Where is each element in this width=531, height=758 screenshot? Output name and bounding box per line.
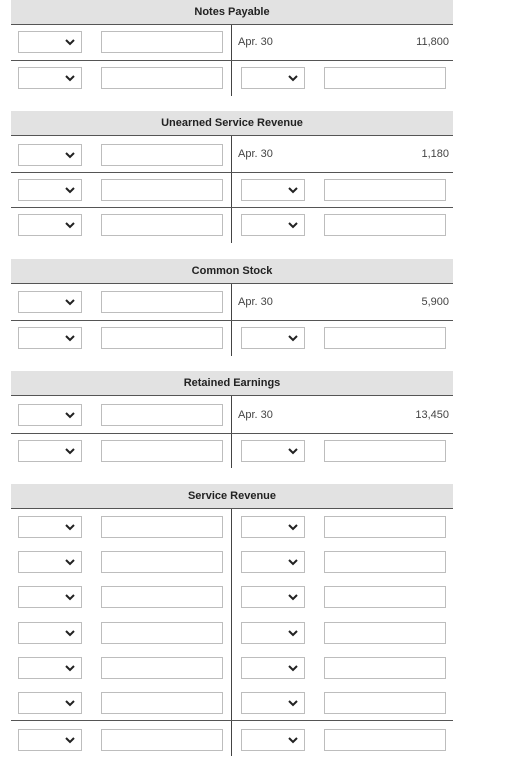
- debit-date-select[interactable]: [18, 327, 82, 349]
- debit-amount-input[interactable]: [101, 440, 223, 462]
- debit-date-select[interactable]: [18, 622, 82, 644]
- debit-date-select[interactable]: [18, 31, 82, 53]
- t-account-rule: [11, 433, 453, 434]
- credit-amount-input[interactable]: [324, 622, 446, 644]
- credit-amount: 5,900: [421, 296, 449, 308]
- debit-amount-input[interactable]: [101, 327, 223, 349]
- t-account-rule: [11, 172, 453, 173]
- account-title: Retained Earnings: [183, 377, 281, 389]
- chevron-down-icon: [288, 520, 298, 534]
- t-account-rule: [11, 720, 453, 721]
- credit-date-select[interactable]: [241, 551, 305, 573]
- debit-amount-input[interactable]: [101, 622, 223, 644]
- chevron-down-icon: [65, 408, 75, 422]
- debit-date-select[interactable]: [18, 67, 82, 89]
- credit-amount: 11,800: [416, 36, 449, 48]
- chevron-down-icon: [288, 71, 298, 85]
- chevron-down-icon: [288, 733, 298, 747]
- debit-amount-input[interactable]: [101, 67, 223, 89]
- debit-amount-input[interactable]: [101, 179, 223, 201]
- t-account-rule: [11, 207, 453, 208]
- debit-amount-input[interactable]: [101, 729, 223, 751]
- t-account-divider: [231, 136, 232, 243]
- credit-amount-input[interactable]: [324, 516, 446, 538]
- chevron-down-icon: [65, 555, 75, 569]
- account-title: Notes Payable: [194, 6, 270, 18]
- account-header-service-revenue: [11, 484, 453, 509]
- credit-amount-input[interactable]: [324, 440, 446, 462]
- debit-amount-input[interactable]: [101, 586, 223, 608]
- debit-date-select[interactable]: [18, 692, 82, 714]
- credit-amount-input[interactable]: [324, 692, 446, 714]
- debit-amount-input[interactable]: [101, 692, 223, 714]
- chevron-down-icon: [65, 733, 75, 747]
- t-account-divider: [231, 396, 232, 468]
- chevron-down-icon: [65, 148, 75, 162]
- debit-date-select[interactable]: [18, 729, 82, 751]
- chevron-down-icon: [65, 626, 75, 640]
- credit-amount: 1,180: [421, 148, 449, 160]
- credit-date-select[interactable]: [241, 179, 305, 201]
- credit-date-select[interactable]: [241, 214, 305, 236]
- debit-date-select[interactable]: [18, 404, 82, 426]
- credit-date: Apr. 30: [238, 36, 273, 48]
- debit-date-select[interactable]: [18, 586, 82, 608]
- credit-date-select[interactable]: [241, 657, 305, 679]
- debit-date-select[interactable]: [18, 551, 82, 573]
- credit-date: Apr. 30: [238, 409, 273, 421]
- chevron-down-icon: [288, 555, 298, 569]
- debit-amount-input[interactable]: [101, 551, 223, 573]
- credit-date-select[interactable]: [241, 327, 305, 349]
- credit-date-select[interactable]: [241, 622, 305, 644]
- credit-amount-input[interactable]: [324, 657, 446, 679]
- chevron-down-icon: [288, 590, 298, 604]
- t-account-divider: [231, 509, 232, 756]
- credit-amount-input[interactable]: [324, 729, 446, 751]
- chevron-down-icon: [65, 183, 75, 197]
- account-header-unearned-service-revenue: [11, 111, 453, 136]
- chevron-down-icon: [288, 218, 298, 232]
- chevron-down-icon: [288, 661, 298, 675]
- credit-amount: 13,450: [415, 409, 449, 421]
- credit-amount-input[interactable]: [324, 551, 446, 573]
- chevron-down-icon: [65, 520, 75, 534]
- chevron-down-icon: [288, 183, 298, 197]
- account-header-common-stock: [11, 259, 453, 284]
- debit-date-select[interactable]: [18, 440, 82, 462]
- credit-amount-input[interactable]: [324, 327, 446, 349]
- chevron-down-icon: [65, 218, 75, 232]
- account-title: Service Revenue: [187, 490, 277, 502]
- chevron-down-icon: [288, 626, 298, 640]
- credit-amount-input[interactable]: [324, 214, 446, 236]
- chevron-down-icon: [288, 331, 298, 345]
- t-account-rule: [11, 320, 453, 321]
- debit-amount-input[interactable]: [101, 144, 223, 166]
- credit-date-select[interactable]: [241, 516, 305, 538]
- t-account-rule: [11, 60, 453, 61]
- credit-date-select[interactable]: [241, 692, 305, 714]
- credit-date-select[interactable]: [241, 729, 305, 751]
- chevron-down-icon: [65, 590, 75, 604]
- account-header-notes-payable: [11, 0, 453, 25]
- chevron-down-icon: [65, 35, 75, 49]
- credit-date-select[interactable]: [241, 67, 305, 89]
- account-header-retained-earnings: [11, 371, 453, 396]
- chevron-down-icon: [65, 331, 75, 345]
- credit-amount-input[interactable]: [324, 67, 446, 89]
- debit-amount-input[interactable]: [101, 404, 223, 426]
- account-title: Common Stock: [191, 265, 273, 277]
- credit-date: Apr. 30: [238, 296, 273, 308]
- debit-date-select[interactable]: [18, 291, 82, 313]
- account-title: Unearned Service Revenue: [161, 117, 303, 129]
- debit-amount-input[interactable]: [101, 657, 223, 679]
- chevron-down-icon: [65, 696, 75, 710]
- debit-amount-input[interactable]: [101, 291, 223, 313]
- credit-date-select[interactable]: [241, 440, 305, 462]
- debit-date-select[interactable]: [18, 144, 82, 166]
- credit-amount-input[interactable]: [324, 179, 446, 201]
- chevron-down-icon: [65, 71, 75, 85]
- credit-date-select[interactable]: [241, 586, 305, 608]
- debit-date-select[interactable]: [18, 516, 82, 538]
- debit-date-select[interactable]: [18, 657, 82, 679]
- chevron-down-icon: [288, 444, 298, 458]
- credit-date: Apr. 30: [238, 148, 273, 160]
- credit-amount-input[interactable]: [324, 586, 446, 608]
- debit-amount-input[interactable]: [101, 516, 223, 538]
- chevron-down-icon: [65, 295, 75, 309]
- chevron-down-icon: [65, 444, 75, 458]
- debit-date-select[interactable]: [18, 179, 82, 201]
- chevron-down-icon: [288, 696, 298, 710]
- chevron-down-icon: [65, 661, 75, 675]
- debit-amount-input[interactable]: [101, 31, 223, 53]
- debit-date-select[interactable]: [18, 214, 82, 236]
- debit-amount-input[interactable]: [101, 214, 223, 236]
